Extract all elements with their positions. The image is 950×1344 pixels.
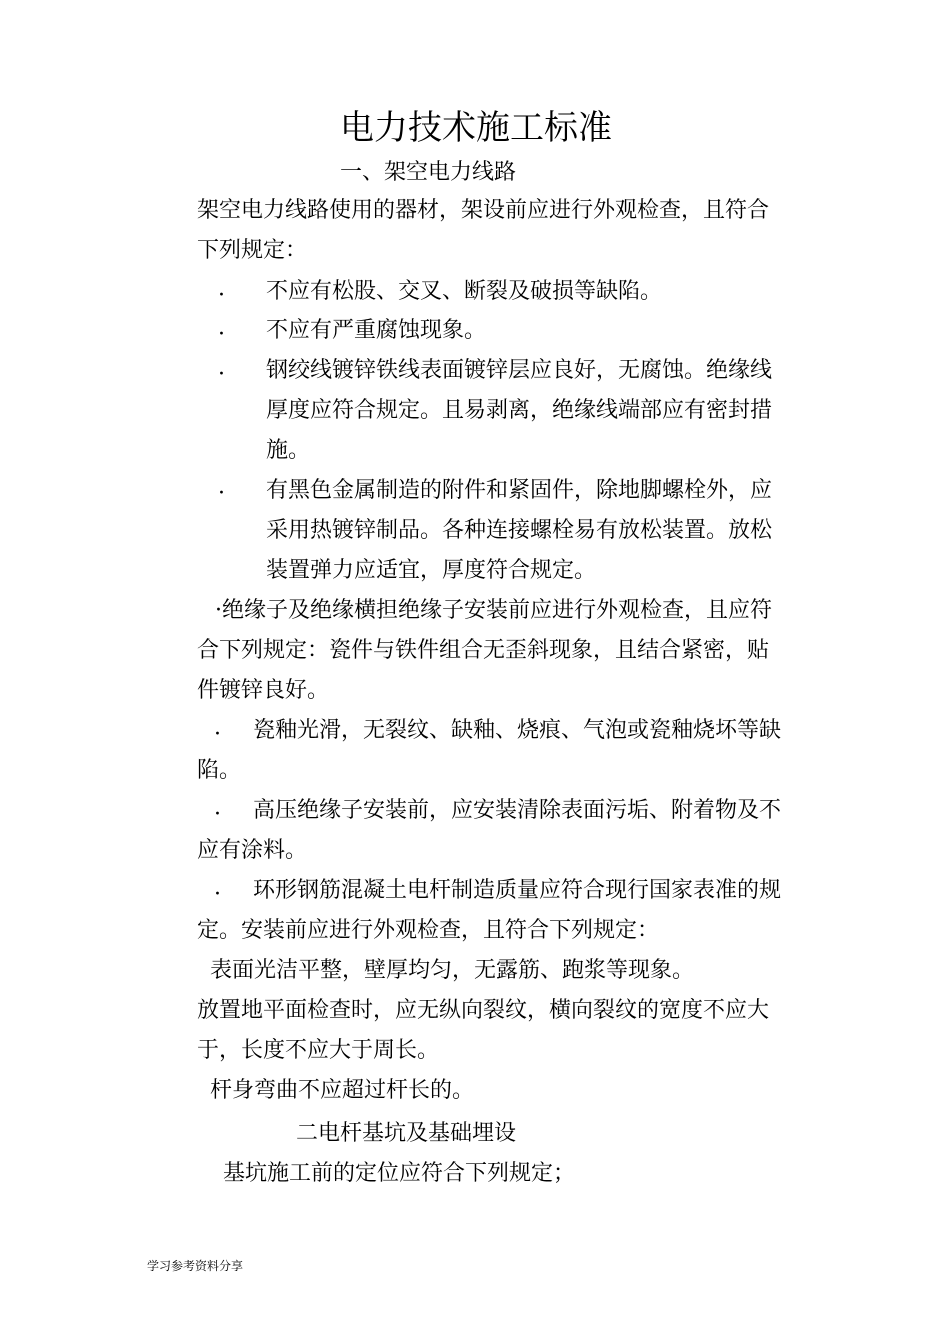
list-item — [266, 272, 662, 312]
bullet-dot: · — [214, 802, 221, 827]
paragraph-line: 于，长度不应大于周长。 — [197, 1038, 440, 1063]
list-item-line: 应有涂料。 — [197, 838, 308, 863]
paragraph — [197, 991, 769, 1071]
bullet-dot: · — [214, 722, 221, 747]
paragraph-line: 件镀锌良好。 — [197, 678, 330, 703]
list-item — [197, 871, 781, 951]
list-item — [197, 791, 781, 871]
paragraph-line: 放置地平面检查时，应无纵向裂纹，横向裂纹的宽度不应大 — [197, 998, 770, 1023]
list-item-line: 厚度应符合规定。且易剥离，绝缘线端部应有密封措 — [266, 398, 773, 423]
list-item — [197, 711, 781, 791]
section-heading-1: 一、架空电力线路 — [340, 160, 517, 185]
list-item-line: 陷。 — [197, 758, 242, 783]
list-item-line: 高压绝缘子安装前，应安装清除表面污垢、附着物及不 — [253, 798, 782, 823]
paragraph-line: 基坑施工前的定位应符合下列规定； — [223, 1161, 576, 1186]
bullet-dot: · — [218, 322, 225, 347]
list-item — [266, 471, 772, 591]
list-item-line: 装置弹力应适宜，厚度符合规定。 — [266, 558, 597, 583]
intro-line: 架空电力线路使用的器材，架设前应进行外观检查，且符合 — [197, 198, 770, 223]
bullet-dot: · — [214, 882, 221, 907]
list-item-line: 有黑色金属制造的附件和紧固件，除地脚螺栓外，应 — [266, 478, 773, 503]
section-heading-2: 二电杆基坑及基础埋设 — [296, 1121, 517, 1146]
list-item-line: 施。 — [266, 438, 311, 463]
list-item-line: 不应有松股、交叉、断裂及破损等缺陷。 — [266, 279, 663, 304]
page-title: 电力技术施工标准 — [340, 108, 612, 148]
insulator-paragraph — [197, 591, 772, 711]
bullet-dot: · — [218, 362, 225, 387]
list-item-line: 瓷釉光滑，无裂纹、缺釉、烧痕、气泡或瓷釉烧坏等缺 — [253, 718, 782, 743]
list-item-line: 定。安装前应进行外观检查，且符合下列规定： — [197, 918, 660, 943]
intro-paragraph — [197, 191, 769, 271]
list-item — [266, 311, 486, 351]
bullet-dot: · — [218, 481, 225, 506]
list-item-line: 钢绞线镀锌铁线表面镀锌层应良好，无腐蚀。绝缘线 — [266, 358, 773, 383]
intro-line: 下列规定： — [197, 238, 308, 263]
paragraph-line: ·绝缘子及绝缘横担绝缘子安装前应进行外观检查，且应符 — [215, 598, 772, 623]
list-item-line: 环形钢筋混凝土电杆制造质量应符合现行国家表准的规 — [253, 878, 782, 903]
list-item-line: 不应有严重腐蚀现象。 — [266, 318, 487, 343]
list-item — [266, 351, 772, 471]
paragraph-line: 杆身弯曲不应超过杆长的。 — [210, 1078, 475, 1103]
paragraph-line: 表面光洁平整，壁厚均匀，无露筋、跑浆等现象。 — [210, 958, 695, 983]
bullet-dot: · — [218, 283, 225, 308]
paragraph-line: 合下列规定：瓷件与铁件组合无歪斜现象，且结合紧密，贴 — [197, 638, 770, 663]
page-footer: 学习参考资料分享 — [147, 1259, 244, 1273]
list-item-line: 采用热镀锌制品。各种连接螺栓易有放松装置。放松 — [266, 518, 773, 543]
